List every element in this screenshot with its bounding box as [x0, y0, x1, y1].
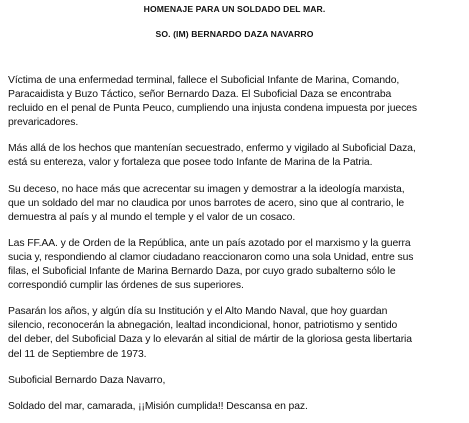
- paragraph-line: correspondió cumplir las órdenes de sus superiores.: [8, 280, 244, 292]
- paragraph-2: [8, 142, 461, 170]
- paragraph-line: Más allá de los hechos que mantenían secuestrado, enfermo y vigilado al Suboficial Daza,: [8, 143, 416, 155]
- paragraph-line: Víctima de una enfermedad terminal, fallece el Suboficial Infante de Marina, Comando,: [8, 75, 400, 86]
- paragraph-line: silencio, reconocerán la abnegación, lealtad incondicional, honor, patriotismo y sentido: [8, 320, 398, 332]
- paragraph-line: Su deceso, no hace más que acrecentar su imagen y demostrar a la ideología marxista,: [8, 183, 405, 195]
- paragraph-1: [8, 74, 461, 130]
- paragraph-5: [8, 305, 461, 361]
- paragraph-line: prevaricadores.: [8, 117, 79, 129]
- paragraph-line: filas, el Suboficial Infante de Marina Bernardo Daza, por cuyo grado subalterno sólo le: [8, 266, 396, 278]
- paragraph-line: Soldado del mar, camarada, ¡¡Misión cumplida!! Descansa en paz.: [8, 400, 308, 412]
- paragraph-line: demuestra al país y al mundo el temple y el valor de un cosaco.: [8, 211, 296, 223]
- paragraph-line: recluido en el penal de Punta Peuco, cumpliendo una injusta condena impuesta por jueces: [8, 103, 417, 115]
- paragraph-line: Pasarán los años, y algún día su Institución y el Alto Mando Naval, que hoy guardan: [8, 306, 388, 318]
- paragraph-4: [8, 237, 461, 293]
- paragraph-6: [8, 374, 461, 388]
- document-title: HOMENAJE PARA UN SOLDADO DEL MAR.: [143, 4, 326, 14]
- document-body: [8, 74, 461, 414]
- paragraph-line: Las FF.AA. y de Orden de la República, ante un país azotado por el marxismo y la guerra: [8, 237, 411, 249]
- paragraph-line: del 11 de Septiembre de 1973.: [8, 348, 147, 360]
- paragraph-line: está su entereza, valor y fortaleza que posee todo Infante de Marina de la Patria.: [8, 157, 373, 169]
- paragraph-line: sucia y, respondiendo al clamor ciudadano reaccionaron como una sola Unidad, entre sus: [8, 251, 414, 263]
- paragraph-line: del deber, del Suboficial Daza y lo elevarán al sitial de mártir de la gloriosa gesta libertaria: [8, 334, 412, 346]
- paragraph-line: Paracaidista y Buzo Táctico, señor Bernardo Daza. El Suboficial Daza se encontraba: [8, 89, 392, 101]
- paragraph-line: que un soldado del mar no claudica por unos barrotes de acero, sino que al contrario, le: [8, 197, 405, 209]
- document-subtitle: SO. (IM) BERNARDO DAZA NAVARRO: [155, 29, 314, 39]
- paragraph-line: Suboficial Bernardo Daza Navarro,: [8, 374, 166, 386]
- paragraph-3: [8, 183, 461, 225]
- paragraph-7: [8, 400, 461, 414]
